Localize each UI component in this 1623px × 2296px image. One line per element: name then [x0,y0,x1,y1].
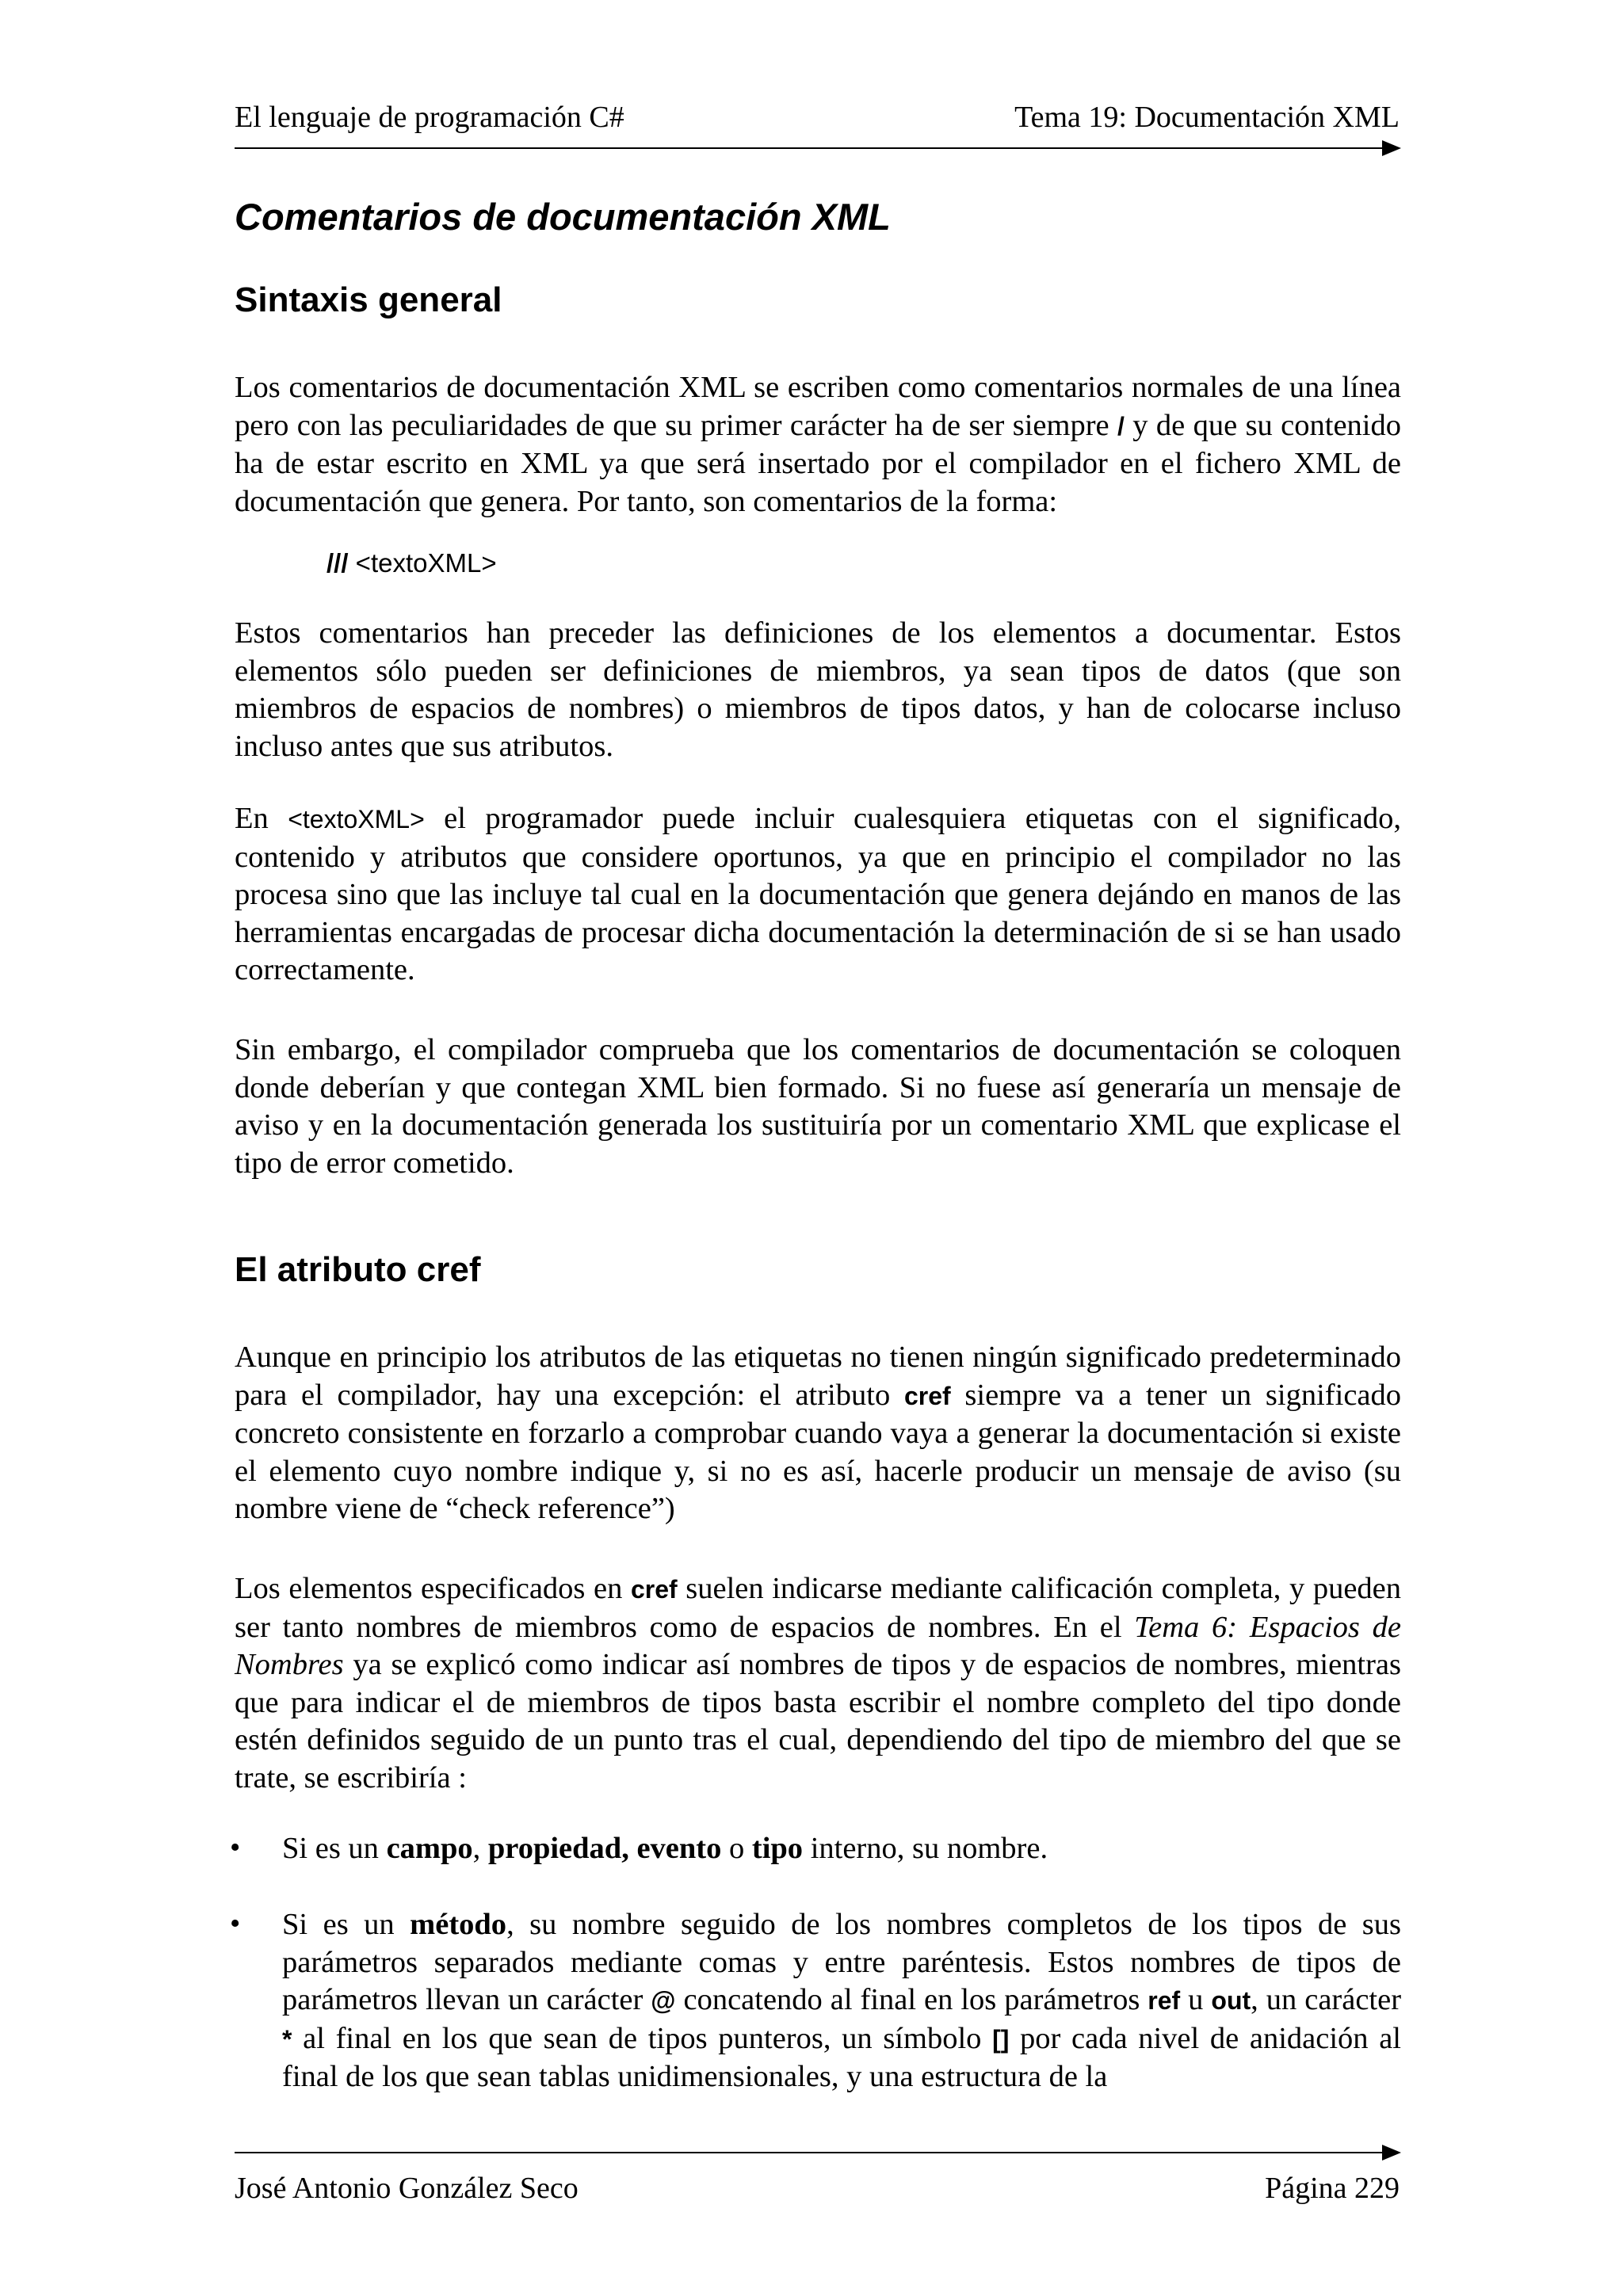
inline-code: [] [992,2024,1010,2054]
section-heading-sintaxis: Sintaxis general [235,280,502,319]
text: al final en los que sean de tipos punteros, un símbolo [292,2021,993,2055]
header-rule-arrowhead [1382,140,1401,156]
inline-code: cref [630,1575,678,1604]
text: Aunque en principio los atributos de las etiquetas no tienen ningún significado predeterminado para el compilador, hay una excepción: el atributo [235,1341,1401,1412]
paragraph-cref-1 [235,1339,1401,1528]
bold-term: campo [386,1832,473,1865]
bold-term: tipo [751,1832,804,1865]
code-sample [327,548,497,578]
text: Los comentarios de documentación XML se escriben como comentarios normales de una línea pero con las peculiaridades de que su primer carácter ha de ser siempre [235,371,1401,442]
text: En [235,802,288,835]
bullet-marker: • [230,1907,241,1940]
text: u [1180,1983,1212,2016]
inline-code: * [282,2024,292,2054]
italic-reference: Tema 6: Espacios de Nombres [235,1610,1401,1681]
text: suelen indicarse mediante calificación completa, y pueden ser tanto nombres de miembros como de espacios de nombres. En el [235,1572,1402,1644]
text: , su nombre seguido de los nombres completos de los tipos de sus parámetros separados mediante comas y entre paréntesis. Estos nombres de tipos de parámetros llevan un carácter [282,1908,1401,2016]
list-item-campo [282,1830,1401,1868]
text: el programador puede incluir cualesquiera etiquetas con el significado, contenido y atributos que considere oportunos, ya que en principio el compilador no las procesa sino que las incluye tal cual en la documentación que genera dejándo en manos de las herramientas encargadas de procesar dicha documentación la determinación de si se han usado correctamente. [235,802,1401,986]
inline-code: <textoXML> [288,805,425,833]
text: , un carácter [1251,1983,1402,2016]
header-book-title: El lenguaje de programación C# [235,101,624,134]
bold-term: método [410,1908,507,1941]
text: por cada nivel de anidación al final de los que sean tablas unidimensionales, y una estructura de la [282,2021,1401,2093]
paragraph-cref-2 [235,1570,1401,1797]
code-slashes: /// [327,548,349,578]
paragraph-sintaxis-2: Estos comentarios han preceder las definiciones de los elementos a documentar. Estos elementos sólo pueden ser definiciones de miembros, ya sean tipos de datos (que son miembros de espacios de nombres) o miembros de tipos datos, y han de colocarse incluso incluso antes que sus atributos. [235,616,1401,763]
page-title: Comentarios de documentación XML [235,196,891,238]
text: ya se explicó como indicar así nombres de tipos y de espacios de nombres, mientras que para indicar el de miembros de tipos basta escribir el nombre completo del tipo donde estén definidos seguido de un punto tras el cual, dependiendo del tipo de miembro del que se trate, se escribiría : [235,1648,1401,1794]
text: y de que su contenido ha de estar escrito en XML ya que será insertado por el compilador en el fichero XML de documentación que genera. Por tanto, son comentarios de la forma: [235,408,1401,518]
header-chapter-title: Tema 19: Documentación XML [1014,101,1400,134]
inline-code: / [1117,411,1125,441]
bold-term: propiedad, evento [487,1832,722,1865]
footer-page-number: Página 229 [1265,2172,1400,2205]
inline-code: @ [651,1986,676,2015]
text: interno, su nombre. [803,1832,1048,1865]
text: , [472,1832,488,1865]
inline-code: ref [1148,1986,1181,2015]
text: o [721,1832,752,1865]
text: Los elementos especificados en [235,1572,631,1605]
footer-rule [235,2152,1384,2153]
section-heading-cref: El atributo cref [235,1250,481,1289]
inline-code: out [1211,1986,1251,2015]
paragraph-sintaxis-1 [235,369,1401,521]
paragraph-sintaxis-4: Sin embargo, el compilador comprueba que los comentarios de documentación se coloquen donde deberían y que contegan XML bien formado. Si no fuese así generaría un mensaje de aviso y en la documentación generada los sustituiría por un comentario XML que explicase el tipo de error cometido. [235,1033,1401,1180]
footer-author: José Antonio González Seco [235,2172,579,2205]
code-text: <textoXML> [348,548,497,578]
text: siempre va a tener un significado concreto consistente en forzarlo a comprobar cuando vaya a generar la documentación si existe el elemento cuyo nombre indique y, si no es así, hacerle producir un mensaje de aviso (su nombre viene de “check reference”) [235,1378,1401,1525]
footer-rule-arrowhead [1382,2145,1401,2161]
header-rule [235,147,1384,149]
text: Si es un [282,1908,411,1941]
bullet-marker: • [230,1831,241,1864]
paragraph-sintaxis-3 [235,800,1401,990]
inline-code: cref [903,1381,951,1410]
text: concatendo al final en los parámetros [675,1983,1148,2016]
list-item-metodo [282,1906,1401,2096]
text: Si es un [282,1832,387,1865]
